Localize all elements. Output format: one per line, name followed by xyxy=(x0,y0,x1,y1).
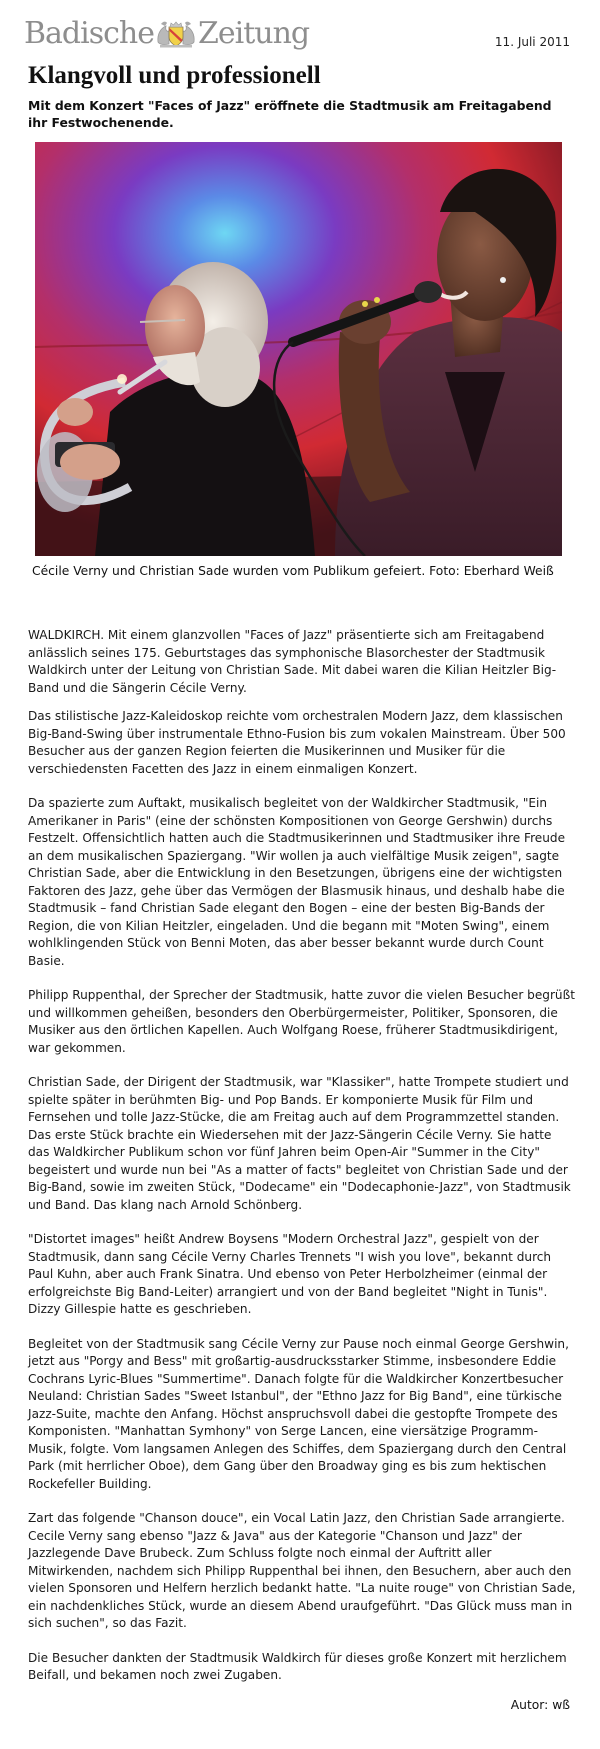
concert-photo-illustration xyxy=(35,142,562,556)
publication-date: 11. Juli 2011 xyxy=(494,35,570,49)
coat-of-arms-icon xyxy=(155,18,197,50)
article-paragraph-lead: WALDKIRCH. Mit einem glanzvollen "Faces of Jazz" präsentierte sich am Freitagabend anlässlich seines 175. Geburtstages das symphonische Blasorchester der Stadtmusik Waldkirch unter der Leitung von Christian Sade. Mit dabei waren die Kilian Heitzler Big-Band und die Sängerin Cécile Verny. xyxy=(28,628,557,695)
article-paragraph: Christian Sade, der Dirigent der Stadtmusik, war "Klassiker", hatte Trompete studiert und spielte später in berühmten Big- und Pop Bands. Er komponierte Musik für Film und Fernsehen und tolle Jazz-Stücke, die am Freitag auch auf dem Programmzettel standen. Das erste Stück brachte ein Wiedersehen mit der Jazz-Sängerin Cécile Verny. Sie hatte das Waldkircher Publikum schon vor fünf Jahren beim Open-Air "Summer in the City" begeistert und wurde nun bei "As a matter of facts" begleitet von Christian Sade und der Big-Band, sowie im zweiten Stück, "Dodecame" ein "Dodecaphonie-Jazz", von Stadtmusik und Band. Das klang nach Arnold Schönberg. xyxy=(28,1075,571,1212)
article-headline: Klangvoll und professionell xyxy=(28,62,321,89)
article-body xyxy=(28,627,576,1702)
article-paragraph: Das stilistische Jazz-Kaleidoskop reichte vom orchestralen Modern Jazz, dem klassischen Big-Band-Swing über instrumentale Ethno-Fusion bis zum vokalen Mainstream. Über 500 Besucher aus der ganzen Region feierten die Musikerinnen und Musiker für die verschiedensten Facetten des Jazz in einem einmaligen Konzert. xyxy=(28,709,566,776)
logo-word-zeitung: Zeitung xyxy=(198,16,310,51)
logo-word-badische: Badische xyxy=(24,16,155,51)
article-teaser: Mit dem Konzert "Faces of Jazz" eröffnete die Stadtmusik am Freitagabend ihr Festwochenende. xyxy=(28,98,552,130)
article-paragraph: "Distortet images" heißt Andrew Boysens "Modern Orchestral Jazz", gespielt von der Stadtmusik, dann sang Cécile Verny Charles Trennets "I wish you love", bekannt durch Paul Kuhn, aber auch Frank Sinatra. Und ebenso von Peter Herbolzheimer (einmal der erfolgreichste Big Band-Leiter) arrangiert und von der Band begleitet "Night in Tunis". Dizzy Gillespie hatte es geschrieben. xyxy=(28,1232,552,1316)
article-paragraph: Da spazierte zum Auftakt, musikalisch begleitet von der Waldkircher Stadtmusik, "Ein Amerikaner in Paris" (eine der schönsten Kompositionen von George Gershwin) durchs Festzelt. Offensichtlich hatten auch die Stadtmusikerinnen und Stadtmusiker ihre Freude an dem musikalischen Spaziergang. "Wir wollen ja auch vielfältige Musik zeigen", sagte Christian Sade, aber die Entwicklung in den Besetzungen, übrigens eine der wichtigsten Faktoren des Jazz, gehe über das Vermögen der Blasmusik hinaus, und deshalb habe die Stadtmusik – fand Christian Sade elegant den Bogen – eine der besten Big-Bands der Region, die von Kilian Heitzler, eingeladen. Und die begann mit "Moten Swing", einem wohlklingenden Stück von Benni Moten, das aber besser bekannt wurde durch Count Basie. xyxy=(28,796,566,968)
article-paragraph: Begleitet von der Stadtmusik sang Cécile Verny zur Pause noch einmal George Gershwin, jetzt aus "Porgy and Bess" mit großartig-ausdrucksstarker Stimme, insbesondere Eddie Cochrans Lyric-Blues "Summertime". Danach folgte für die Waldkircher Konzertbesucher Neuland: Christian Sades "Sweet Istanbul", der "Ethno Jazz for Big Band", eine türkische Jazz-Suite, machte den Anfang. Höchst anspruchsvoll dabei die gestopfte Trompete des Komponisten. "Manhattan Symhony" von Serge Lancen, eine viersätzige Programm-Musik, folgte. Vom langsamen Anlegen des Schiffes, dem Spaziergang durch den Central Park (mit herrlicher Oboe), dem Gang über den Broadway ging es bis zum hektischen Rockefeller Building. xyxy=(28,1336,569,1491)
article-photo xyxy=(35,142,562,556)
article-paragraph: Die Besucher dankten der Stadtmusik Waldkirch für dieses große Konzert mit herzlichem Beifall, und bekamen noch zwei Zugaben. xyxy=(28,1650,567,1682)
article-paragraph: Philipp Ruppenthal, der Sprecher der Stadtmusik, hatte zuvor die vielen Besucher begrüßt und willkommen geheißen, besonders den Oberbürgermeister, Politiker, Sponsoren, die Musiker aus den örtlichen Kapellen. Auch Wolfgang Roese, früherer Stadtmusikdirigent, war gekommen. xyxy=(28,988,575,1055)
photo-caption: Cécile Verny und Christian Sade wurden vom Publikum gefeiert. Foto: Eberhard Weiß xyxy=(32,564,554,578)
article-author: Autor: wß xyxy=(510,1698,570,1712)
newspaper-logo[interactable] xyxy=(24,14,309,54)
article-paragraph: Zart das folgende "Chanson douce", ein Vocal Latin Jazz, den Christian Sade arrangierte. Cecile Verny sang ebenso "Jazz & Java" aus der Kategorie "Chanson und Jazz" der Jazzlegende Dave Brubeck. Zum Schluss folgte noch einmal der Auftritt aller Mitwirkenden, nachdem sich Philipp Ruppenthal bei ihnen, den Besuchern, aber auch den vielen Sponsoren und Helfern herzlich bedankt hatte. "La nuite rouge" von Christian Sade, ein nachdenkliches Stück, wurde an diesem Abend uraufgeführt. "Das Glück muss man in sich suchen", so das Fazit. xyxy=(28,1511,576,1630)
